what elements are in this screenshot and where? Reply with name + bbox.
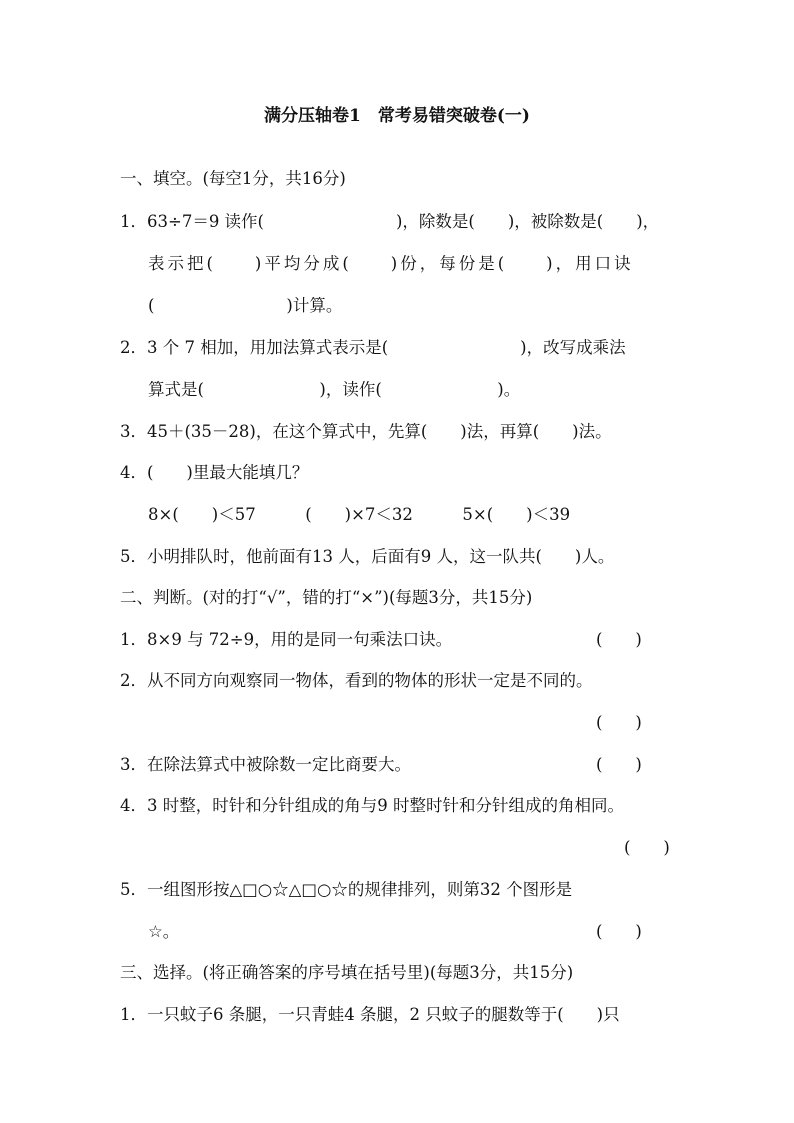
s2-q5-line2: ☆。 [148, 922, 180, 941]
s2-q2-answer-blank[interactable]: ( ) [596, 713, 642, 732]
s2-q3: 3．在除法算式中被除数一定比商要大。 [120, 755, 411, 774]
s2-q1: 1．8×9 与 72÷9，用的是同一句乘法口诀。 [120, 630, 453, 649]
s1-q1-line3: ( )计算。 [148, 296, 343, 315]
s2-q1-answer-blank[interactable]: ( ) [596, 630, 642, 649]
s2-q2: 2．从不同方向观察同一物体，看到的物体的形状一定是不同的。 [120, 671, 593, 690]
s2-q3-answer-blank[interactable]: ( ) [596, 755, 642, 774]
s1-q1-line2: 表示把( )平均分成( )份，每份是( )，用口诀 [148, 254, 634, 273]
s2-q5-answer-blank[interactable]: ( ) [596, 922, 642, 941]
page-title: 满分压轴卷1 常考易错突破卷(一) [264, 106, 530, 126]
s1-q1-line1: 1．63÷7＝9 读作( )，除数是( )，被除数是( )， [120, 212, 660, 231]
s2-q4-answer-blank[interactable]: ( ) [624, 838, 670, 857]
section1-heading: 一、填空。(每空1分，共16分) [120, 169, 346, 188]
s2-q5-line1: 5．一组图形按△□○☆△□○☆的规律排列，则第32 个图形是 [120, 880, 573, 899]
section2-heading: 二、判断。(对的打“√”，错的打“×”)(每题3分，共15分) [120, 588, 533, 607]
s1-q4-line1: 4．( )里最大能填几？ [120, 463, 309, 482]
s2-q4: 4．3 时整，时针和分针组成的角与9 时整时针和分针组成的角相同。 [120, 796, 624, 815]
s1-q2-line1: 2．3 个 7 相加，用加法算式表示是( )，改写成乘法 [120, 338, 626, 357]
s1-q2-line2: 算式是( )，读作( )。 [148, 380, 521, 399]
s3-q1: 1．一只蚊子6 条腿，一只青蛙4 条腿，2 只蚊子的腿数等于( )只 [120, 1005, 620, 1024]
s1-q4-line2: 8×( )＜57 ( )×7＜32 5×( )＜39 [148, 505, 571, 524]
s1-q5: 5．小明排队时，他前面有13 人，后面有9 人，这一队共( )人。 [120, 547, 615, 566]
section3-heading: 三、选择。(将正确答案的序号填在括号里)(每题3分，共15分) [120, 963, 574, 982]
s1-q3: 3．45＋(35－28)，在这个算式中，先算( )法，再算( )法。 [120, 422, 612, 441]
